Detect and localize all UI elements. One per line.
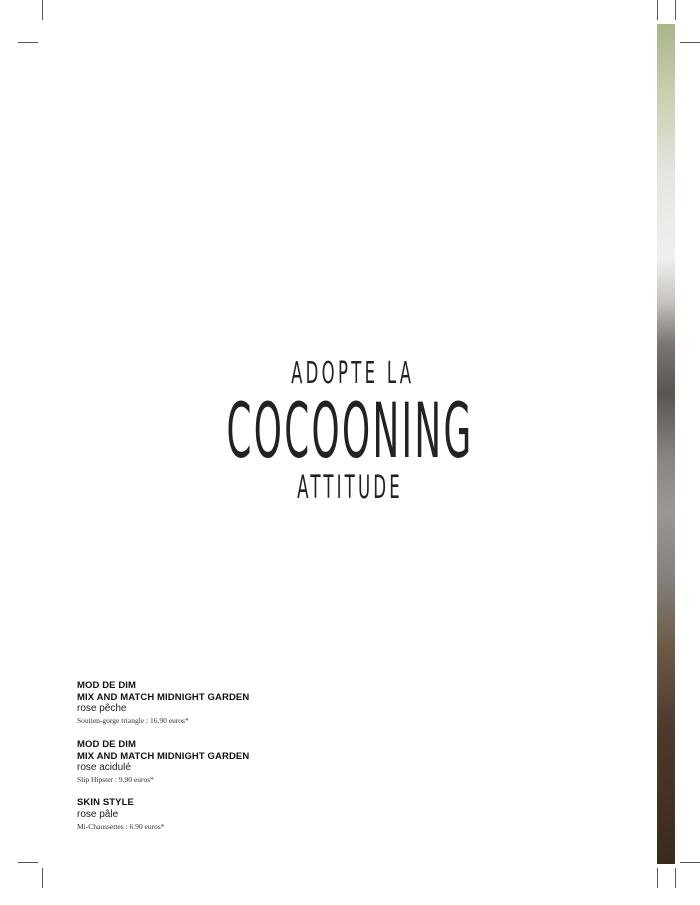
crop-mark	[657, 868, 658, 888]
crop-mark	[675, 868, 676, 888]
product-color: rose pâle	[77, 808, 119, 820]
product-caption	[77, 739, 337, 786]
photo-bleed-strip	[657, 24, 675, 864]
crop-mark	[657, 0, 658, 20]
product-line: MIX AND MATCH MIDNIGHT GARDEN	[77, 750, 250, 762]
product-brand: SKIN STYLE	[77, 797, 134, 808]
crop-mark	[680, 42, 700, 43]
product-brand: MOD DE DIM	[77, 739, 137, 750]
product-color: rose acidulé	[77, 762, 131, 773]
product-brand: MOD DE DIM	[77, 680, 137, 691]
product-price: Mi-Chaussettes : 6.90 euros*	[77, 821, 165, 831]
product-price: Slip Hipster : 9.90 euros*	[77, 775, 154, 784]
crop-mark	[18, 862, 38, 863]
product-caption	[77, 680, 337, 727]
crop-mark	[18, 42, 38, 43]
headline-line-cocooning: COCOONING	[226, 386, 474, 475]
headline-line-adopte-la: ADOPTE LA	[291, 356, 415, 391]
product-line: MIX AND MATCH MIDNIGHT GARDEN	[77, 691, 250, 703]
product-caption	[77, 797, 337, 833]
crop-mark	[680, 862, 700, 863]
crop-mark	[42, 868, 43, 888]
crop-mark	[675, 0, 676, 20]
crop-mark	[42, 0, 43, 20]
headline-line-attitude: ATTITUDE	[297, 468, 403, 506]
product-price: Soutien-gorge triangle : 16.90 euros*	[77, 716, 189, 725]
product-color: rose pêche	[77, 703, 127, 714]
